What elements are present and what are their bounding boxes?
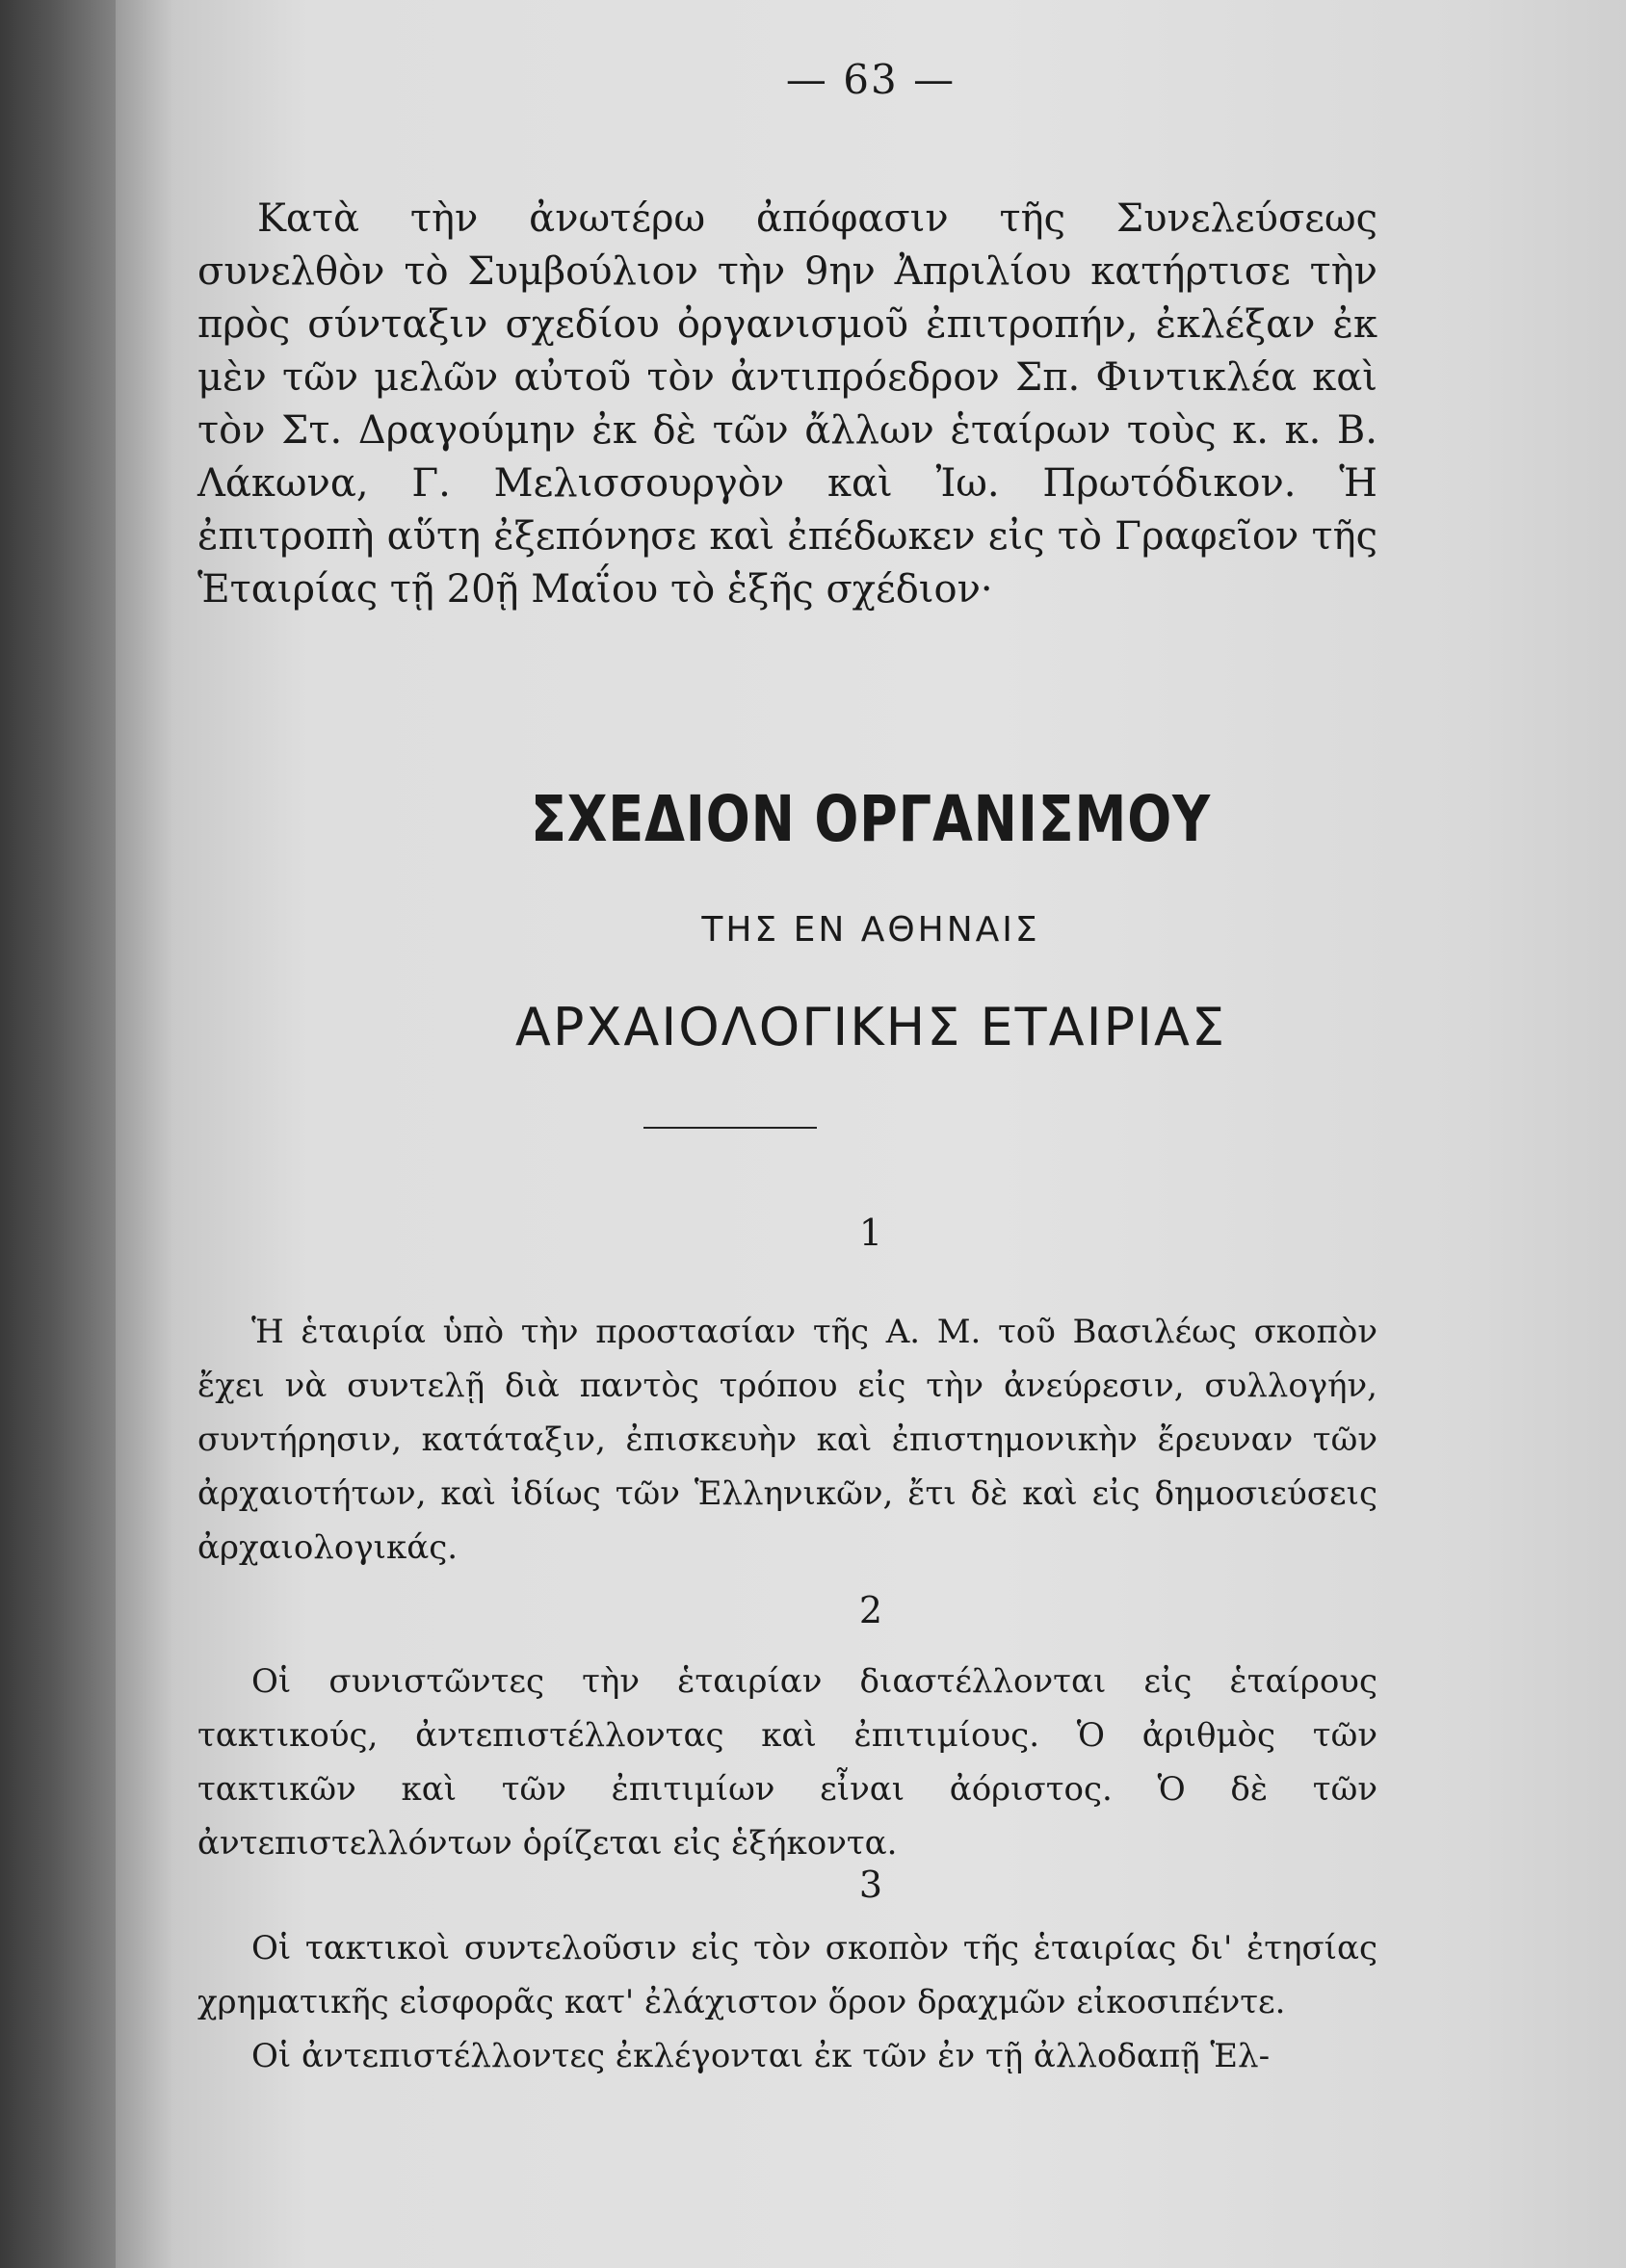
- intro-paragraph: Κατὰ τὴν ἀνωτέρω ἀπόφασιν τῆς Συνελεύσεως συνελθὸν τὸ Συμβούλιον τὴν 9ην Ἀπριλίου κατήρτισε τὴν πρὸς σύνταξιν σχεδίου ὀργανισμοῦ ἐπιτροπήν, ἐκλέξαν ἐκ μὲν τῶν μελῶν αὐτοῦ τὸν ἀντιπρόεδρον Σπ. Φιντικλέα καὶ τὸν Στ. Δραγούμην ἐκ δὲ τῶν ἄλλων ἑταίρων τοὺς κ. κ. Β. Λάκωνα, Γ. Μελισσουργὸν καὶ Ἰω. Πρωτόδικον. Ἡ ἐπιτροπὴ αὕτη ἐξεπόνησε καὶ ἐπέδωκεν εἰς τὸ Γραφεῖον τῆς Ἑταιρίας τῇ 20ῇ Μαΐου τὸ ἑξῆς σχέδιον·: [197, 196, 1377, 612]
- article-text: Ἡ ἑταιρία ὑπὸ τὴν προστασίαν τῆς Α. Μ. τοῦ Βασιλέως σκοπὸν ἔχει νὰ συντελῇ διὰ παντὸς τρόπου εἰς τὴν ἀνεύρεσιν, συλλογήν, συντήρησιν, κατάταξιν, ἐπισκευὴν καὶ ἐπιστημονικὴν ἔρευναν τῶν ἀρχαιοτήτων, καὶ ἰδίως τῶν Ἑλληνικῶν, ἔτι δὲ καὶ εἰς δημοσιεύσεις ἀρχαιολογικάς.: [197, 1313, 1377, 1567]
- article-number: 1: [858, 1212, 883, 1254]
- document-page: [116, 0, 1626, 2268]
- article-number: 2: [858, 1589, 883, 1631]
- page-number: — 63 —: [785, 56, 957, 103]
- article-text: Οἱ τακτικοὶ συντελοῦσιν εἰς τὸν σκοπὸν τῆς ἑταιρίας δι' ἐτησίας χρηματικῆς εἰσφορᾶς κατ' ἐλάχιστον ὅρον δραχμῶν εἰκοσιπέντε.: [197, 1929, 1377, 2021]
- document-subtitle: ΤΗΣ ΕΝ ΑΘΗΝΑΙΣ: [701, 910, 1040, 950]
- article-text: Οἱ συνιστῶντες τὴν ἑταιρίαν διαστέλλονται εἰς ἑταίρους τακτικούς, ἀντεπιστέλλοντας καὶ ἐπιτιμίους. Ὁ ἀριθμὸς τῶν τακτικῶν καὶ τῶν ἐπιτιμίων εἶναι ἀόριστος. Ὁ δὲ τῶν ἀντεπιστελλόντων ὁρίζεται εἰς ἑξήκοντα.: [197, 1662, 1377, 1863]
- article-number: 3: [858, 1864, 883, 1906]
- title-divider: [643, 1127, 817, 1129]
- society-name: ΑΡΧΑΙΟΛΟΓΙΚΗΣ ΕΤΑΙΡΙΑΣ: [514, 997, 1227, 1057]
- document-title: ΣΧΕΔΙΟΝ ΟΡΓΑΝΙΣΜΟΥ: [530, 782, 1212, 856]
- book-binding: [0, 0, 125, 2268]
- article-text: Οἱ ἀντεπιστέλλοντες ἐκλέγονται ἐκ τῶν ἐν τῇ ἀλλοδαπῇ Ἑλ-: [251, 2037, 1271, 2075]
